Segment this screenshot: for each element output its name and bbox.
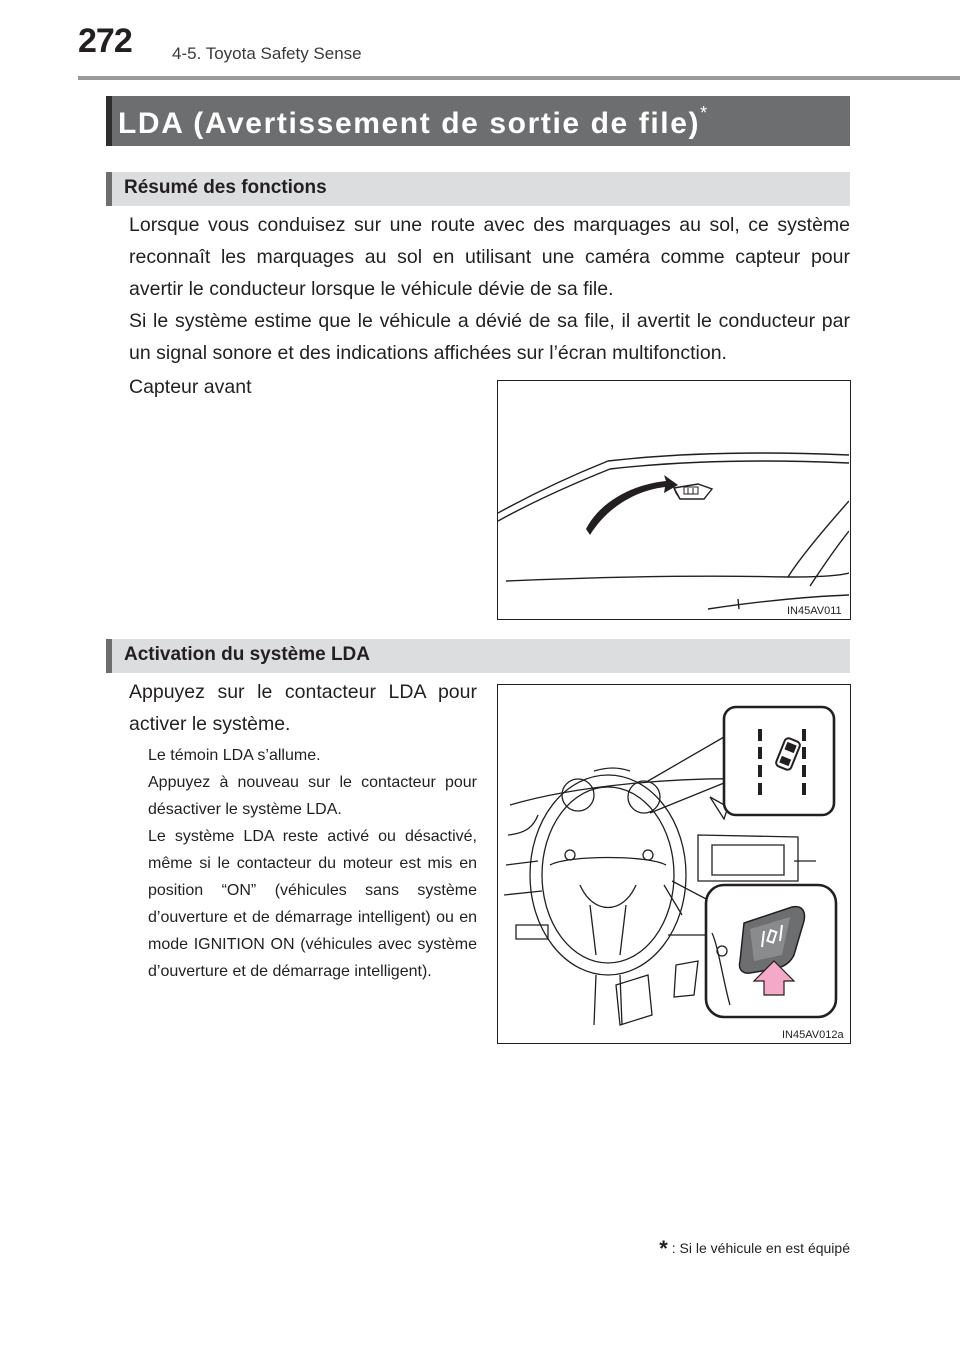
page-number: 272 [78,22,132,60]
note: Le système LDA reste activé ou désactivé, même si le contacteur du moteur est mis en position “ON” (véhicules sans système d’ouverture et de démarrage intelligent) ou en mode IGNITION ON (véhicules avec système d’ouverture et de démarrage intelligent). [148,828,477,980]
figure-code: IN45AV012a [782,1029,844,1041]
note: Appuyez à nouveau sur le contacteur pour désactiver le système LDA. [148,774,477,818]
page-title [118,103,709,141]
dashboard-illustration [498,685,849,1042]
section-accent [106,172,112,206]
footnote-text: : Si le véhicule en est équipé [671,1240,850,1256]
header-section-title: 4-5. Toyota Safety Sense [172,44,362,63]
paragraph: Si le système estime que le véhicule a dévié de sa file, il avertit le conducteur par un signal sonore et des indications affichées sur l’écran multifonction. [129,310,850,364]
windshield-camera-illustration [498,381,849,618]
front-sensor-figure [497,380,851,620]
section-heading-bar [106,639,850,673]
figure-caption: Capteur avant [129,376,252,398]
page-title-text: LDA (Avertissement de sortie de file) [118,107,701,140]
paragraph: Appuyez sur le contacteur LDA pour activer le système. [129,681,477,735]
section-heading: Résumé des fonctions [124,177,327,198]
footnote [659,1236,850,1262]
main-title-bar [106,96,850,146]
title-accent [106,96,112,146]
section-accent [106,639,112,673]
footnote-mark: * [659,1236,668,1261]
section-heading-bar [106,172,850,206]
title-footnote-mark: * [700,103,709,123]
camera-unit-icon [674,484,712,499]
figure-code: IN45AV011 [787,605,842,617]
note: Le témoin LDA s’allume. [148,747,321,764]
header-rule [78,76,960,80]
section-heading: Activation du système LDA [124,644,370,665]
pointer-arrow-icon [586,475,678,535]
lda-switch-figure [497,684,851,1044]
paragraph: Lorsque vous conduisez sur une route avec des marquages au sol, ce système reconnaît les marquages au sol en utilisant une caméra comme capteur pour avertir le conducteur lorsque le véhicule dévie de sa file. [129,214,850,300]
